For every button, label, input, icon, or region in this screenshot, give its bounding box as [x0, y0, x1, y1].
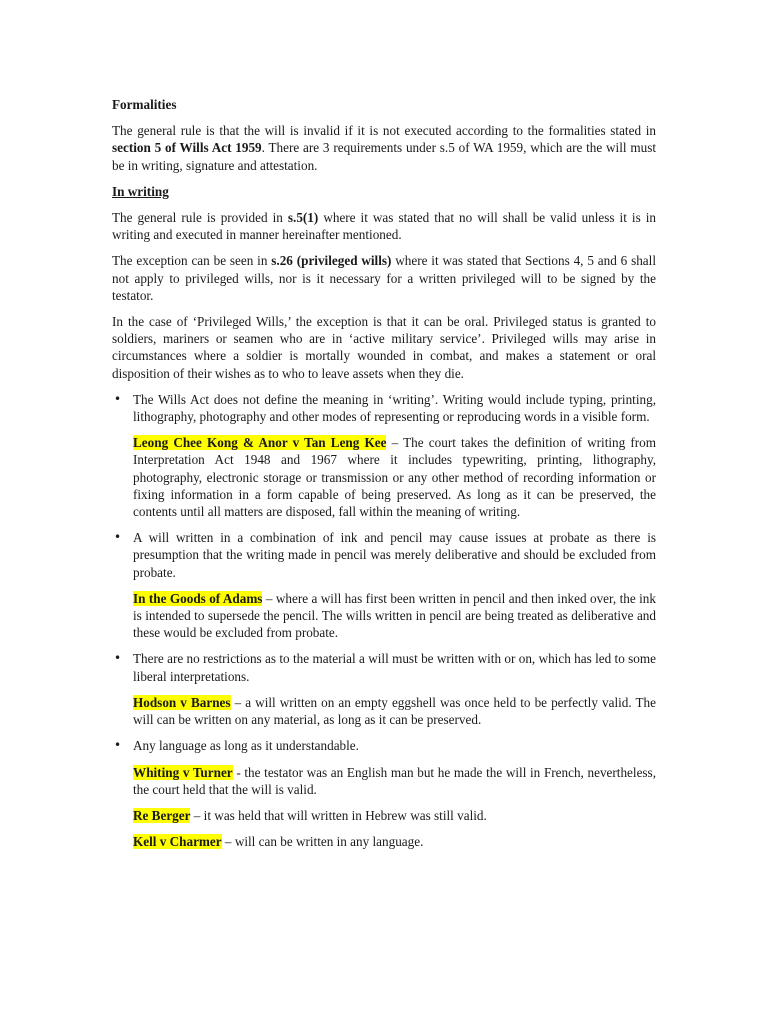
section-reference: s.5(1): [287, 210, 319, 226]
bullet-icon: •: [114, 738, 122, 753]
bullet-item: [112, 529, 656, 581]
document-body: [112, 96, 656, 859]
case-name: In the Goods of Adams: [133, 590, 263, 606]
case-name: Whiting v Turner: [133, 764, 233, 780]
intro-paragraph: [112, 122, 656, 174]
case-paragraph: [112, 833, 656, 850]
bullet-text: A will written in a combination of ink and pencil may cause issues at probate as there is presumption that the writing made in pencil was merely deliberative and should be excluded from probate.: [133, 530, 656, 580]
bullet-icon: •: [114, 651, 122, 666]
bullet-icon: •: [114, 530, 122, 545]
subsection-heading: In writing: [112, 183, 169, 199]
exception-paragraph: [112, 252, 656, 304]
bullet-item: [112, 737, 656, 754]
case-text: – The court takes the definition of writing from Interpretation Act 1948 and 1967 where it includes typewriting, printing, lithography, photography, electronic storage or transmission or any other method of recording information or fixing information in a form capable of being preserved. As long as it can be preserved, the contents until all matters are disposed, fall within the meaning of writing.: [133, 435, 656, 520]
bullet-text: The Wills Act does not define the meaning in ‘writing’. Writing would include typing, printing, lithography, photography and other modes of representing or reproducing words in a visible form.: [133, 391, 656, 425]
exception-text: The exception can be seen in: [112, 253, 272, 269]
statute-reference: section 5 of Wills Act 1959: [112, 140, 262, 156]
section-heading: Formalities: [112, 97, 177, 112]
rule-paragraph: [112, 209, 656, 243]
case-paragraph: [112, 434, 656, 520]
case-name: Leong Chee Kong & Anor v Tan Leng Kee: [133, 435, 387, 451]
case-name: Re Berger: [133, 807, 191, 823]
case-text: - the testator was an English man but he made the will in French, nevertheless, the court held that the will is valid.: [133, 764, 656, 797]
case-paragraph: [112, 590, 656, 642]
privileged-paragraph: In the case of ‘Privileged Wills,’ the exception is that it can be oral. Privileged status is granted to soldiers, mariners or seamen who are in ‘active military service’. Privileged wills may arise in circumstances where a soldier is mortally wounded in combat, and makes a statement or oral disposition of their wishes as to who to leave assets when they die.: [112, 314, 656, 381]
intro-text: The general rule is that the will is invalid if it is not executed according to the formalities stated in: [112, 123, 656, 139]
case-name: Kell v Charmer: [133, 834, 222, 850]
rule-text-cont: where it was stated that no will shall be valid unless it is in writing and executed in manner hereinafter mentioned.: [112, 210, 656, 243]
case-text: – will can be written in any language.: [221, 834, 424, 850]
case-text: – a will written on an empty eggshell was once held to be perfectly valid. The will can be written on any material, as long as it can be preserved.: [133, 694, 656, 728]
case-name: Hodson v Barnes: [133, 694, 231, 710]
case-text: – it was held that will written in Hebrew was still valid.: [190, 807, 487, 823]
bullet-icon: •: [114, 391, 122, 406]
bullet-text: Any language as long as it understandable.: [133, 738, 359, 754]
case-paragraph: [112, 807, 656, 824]
bullet-item: [112, 650, 656, 684]
case-paragraph: [112, 764, 656, 798]
bullet-text: There are no restrictions as to the material a will must be written with or on, which has led to some liberal interpretations.: [133, 651, 656, 684]
rule-text: The general rule is provided in: [112, 210, 288, 226]
section-reference: s.26 (privileged wills): [271, 253, 392, 269]
case-text: – where a will has first been written in pencil and then inked over, the ink is intended to supersede the pencil. The wills written in pencil are being treated as deliberative and these would be excluded from probate.: [133, 590, 656, 641]
case-paragraph: [112, 694, 656, 728]
bullet-item: [112, 391, 656, 425]
exception-text-cont: where it was stated that Sections 4, 5 and 6 shall not apply to privileged wills, nor is it necessary for a written privileged will to be signed by the testator.: [112, 253, 656, 303]
intro-text-cont: . There are 3 requirements under s.5 of WA 1959, which are the will must be in writing, signature and attestation.: [112, 140, 656, 173]
